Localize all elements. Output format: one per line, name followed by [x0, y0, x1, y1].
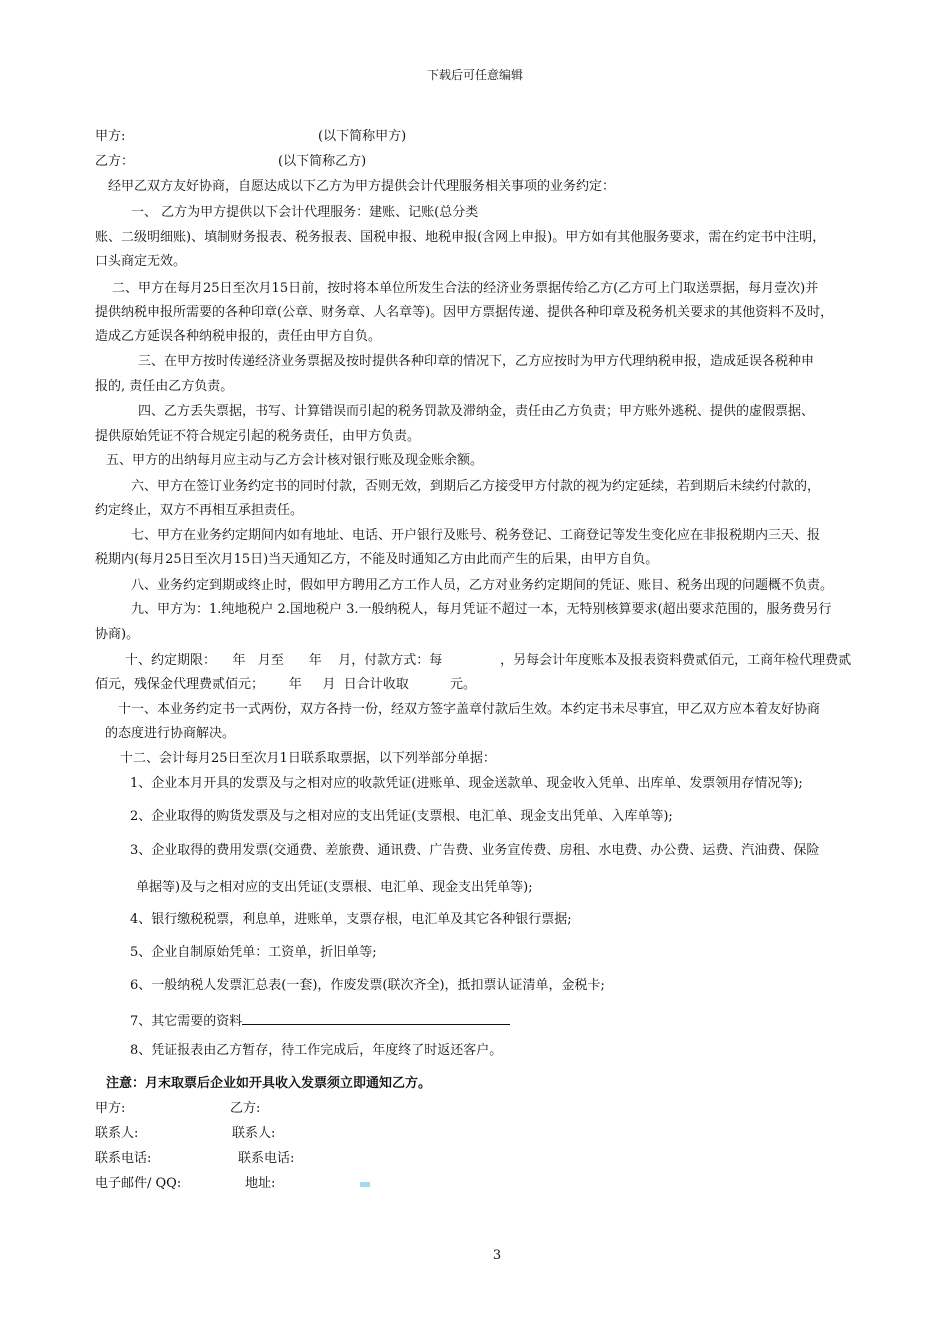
item-2: 2、企业取得的购货发票及与之相对应的支出凭证(支票根、电汇单、现金支出凭单、入库单等); [130, 809, 673, 824]
clause-7-line-1: 七、甲方在业务约定期间内如有地址、电话、开户银行及账号、税务登记、工商登记等发生变化应在非报税期内三天、报 [131, 528, 821, 543]
clause-5: 五、甲方的出纳每月应主动与乙方会计核对银行账及现金账余额。 [106, 453, 484, 468]
clause-3-line-2: 报的, 责任由乙方负责。 [95, 379, 234, 394]
clause-8: 八、业务约定到期或终止时，假如甲方聘用乙方工作人员，乙方对业务约定期间的凭证、账目、税务出现的问题概不负责。 [131, 578, 834, 593]
sign-email-a: 电子邮件/ QQ: [95, 1176, 182, 1191]
item-6: 6、一般纳税人发票汇总表(一套)，作废发票(联次齐全)，抵扣票认证清单，金税卡; [130, 978, 605, 993]
clause-3-line-1: 三、在甲方按时传递经济业务票据及按时提供各种印章的情况下，乙方应按时为甲方代理纳税申报，造成延误各税种申 [138, 354, 815, 369]
item-5: 5、企业自制原始凭单：工资单，折旧单等; [130, 945, 377, 960]
clause-1-line-2: 账、二级明细账)、填制财务报表、税务报表、国税申报、地税申报(含网上申报)。甲方如有其他服务要求，需在约定书中注明， [95, 230, 826, 245]
item-3-line-2: 单据等)及与之相对应的支出凭证(支票根、电汇单、现金支出凭单等); [136, 880, 533, 895]
item-7-label: 7、其它需要的资料 [130, 1014, 243, 1029]
sign-address-b: 地址: [245, 1176, 276, 1191]
clause-6-line-1: 六、甲方在签订业务约定书的同时付款，否则无效，到期后乙方接受甲方付款的视为约定延续，若到期后未续约付款的， [131, 479, 821, 494]
clause-2-line-1: 二、甲方在每月25日至次月15日前，按时将本单位所发生合法的经济业务票据传给乙方(乙方可上门取送票据，每月壹次)并 [112, 281, 819, 296]
party-a-label: 甲方: [95, 129, 126, 144]
item-8: 8、凭证报表由乙方暂存，待工作完成后，年度终了时返还客户。 [130, 1043, 503, 1058]
item-3-line-1: 3、企业取得的费用发票(交通费、差旅费、通讯费、广告费、业务宣传费、房租、水电费、办公费、运费、汽油费、保险 [130, 843, 820, 858]
clause-10-line-1: 十、约定期限： 年 月至 年 月，付款方式：每 ，另每会计年度账本及报表资料费贰佰元，工商年检代理费贰 [125, 653, 852, 668]
clause-4-line-1: 四、乙方丢失票据，书写、计算错误而引起的税务罚款及滞纳金，责任由乙方负责；甲方账外逃税、提供的虚假票据、 [138, 404, 815, 419]
intro-text: 经甲乙双方友好协商，自愿达成以下乙方为甲方提供会计代理服务相关事项的业务约定： [108, 179, 616, 194]
highlight-mark [360, 1182, 370, 1187]
party-b-label: 乙方： [95, 154, 135, 169]
clause-7-line-2: 税期内(每月25日至次月15日)当天通知乙方，不能及时通知乙方由此而产生的后果，由甲方自负。 [95, 552, 659, 567]
item-7-blank-line [242, 1010, 510, 1025]
clause-1-line-3: 口头商定无效。 [95, 254, 187, 269]
notice-text: 注意：月末取票后企业如开具收入发票须立即通知乙方。 [106, 1076, 432, 1091]
page-number: 3 [492, 1248, 502, 1263]
sign-contact-a: 联系人: [95, 1126, 139, 1141]
clause-11-line-1: 十一、本业务约定书一式两份，双方各持一份，经双方签字盖章付款后生效。本约定书未尽事宜，甲乙双方应本着友好协商 [118, 702, 821, 717]
clause-6-line-2: 约定终止，双方不再相互承担责任。 [95, 503, 304, 518]
clause-4-line-2: 提供原始凭证不符合规定引起的税务责任，由甲方负责。 [95, 429, 421, 444]
clause-1-line-1: 一、 乙方为甲方提供以下会计代理服务：建账、记账(总分类 [131, 205, 479, 220]
clause-10-line-2: 佰元，残保金代理费贰佰元； 年 月 日合计收取 元。 [95, 677, 477, 692]
sign-phone-a: 联系电话: [95, 1151, 152, 1166]
sign-party-b: 乙方: [230, 1101, 261, 1116]
clause-2-line-3: 造成乙方延误各种纳税申报的，责任由甲方自负。 [95, 329, 382, 344]
clause-11-line-2: 的态度进行协商解决。 [105, 726, 236, 741]
page-header: 下载后可任意编辑 [426, 68, 523, 82]
clause-9-line-2: 协商)。 [95, 627, 140, 642]
clause-12: 十二、会计每月25日至次月1日联系取票据，以下列举部分单据： [120, 751, 496, 766]
sign-phone-b: 联系电话: [238, 1151, 295, 1166]
party-b-note: (以下简称乙方) [278, 154, 367, 169]
item-1: 1、企业本月开具的发票及与之相对应的收款凭证(进账单、现金送款单、现金收入凭单、出库单、发票领用存情况等); [130, 776, 803, 791]
party-a-note: (以下简称甲方) [318, 129, 407, 144]
clause-9-line-1: 九、甲方为：1.纯地税户 2.国地税户 3.一般纳税人，每月凭证不超过一本，无特别核算要求(超出要求范围的，服务费另行 [131, 602, 832, 617]
sign-contact-b: 联系人: [232, 1126, 276, 1141]
item-4: 4、银行缴税税票，利息单，进账单，支票存根，电汇单及其它各种银行票据; [130, 912, 572, 927]
sign-party-a: 甲方: [95, 1101, 126, 1116]
item-7 [130, 1010, 510, 1031]
clause-2-line-2: 提供纳税申报所需要的各种印章(公章、财务章、人名章等)。因甲方票据传递、提供各种印章及税务机关要求的其他资料不及时， [95, 305, 834, 320]
